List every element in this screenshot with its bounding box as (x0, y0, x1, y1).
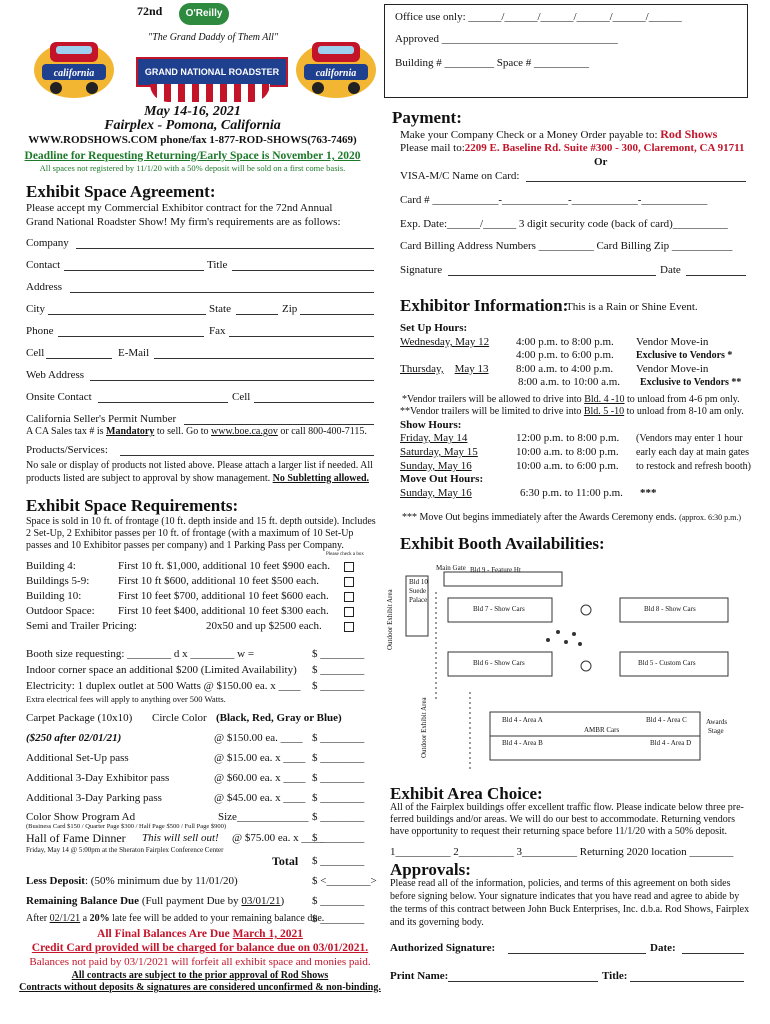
setup-time-note: Exclusive to Vendors ** (640, 377, 742, 388)
approvals-title: Approvals: (390, 860, 471, 879)
map-outdoor-2: Outdoor Exhibit Area (420, 697, 428, 758)
parking-amount[interactable]: $ ________ (312, 792, 365, 804)
title-label: Title (207, 259, 228, 271)
setup-pass: Additional Set-Up pass (26, 752, 129, 764)
state-field[interactable] (236, 314, 278, 315)
onsite-label: Onsite Contact (26, 391, 92, 403)
onsite-cell-field[interactable] (254, 402, 374, 403)
web-field[interactable] (90, 380, 374, 381)
contact-field[interactable] (64, 270, 204, 271)
space-row-price: First 10 feet $400, additional 10 feet $300 each. (118, 605, 329, 617)
requirements-title: Exhibit Space Requirements: (26, 496, 239, 515)
agreement-title: Exhibit Space Agreement: (26, 182, 216, 201)
space-checkbox[interactable] (344, 592, 354, 602)
space-row[interactable]: Semi and Trailer Pricing: (26, 620, 137, 632)
approval-date-label: Date: (650, 942, 676, 954)
show-time: 10:00 a.m. to 6:00 p.m. (516, 460, 619, 472)
hof-amount[interactable]: $ ________ (312, 832, 365, 844)
space-row[interactable]: Buildings 5-9: (26, 575, 90, 587)
program-ad: Color Show Program Ad (26, 811, 136, 823)
electricity-amount[interactable]: $ ________ (312, 680, 365, 692)
booth-title: Exhibit Booth Availabilities: (400, 534, 605, 553)
flag-stripes (150, 84, 270, 102)
california-logo-right-text: california (315, 68, 357, 79)
exhibitor-amount[interactable]: $ ________ (312, 772, 365, 784)
onsite-field[interactable] (98, 402, 228, 403)
billing-address[interactable]: Card Billing Address Numbers __________ Card Billing Zip ___________ (400, 240, 733, 252)
setup-time: 8:00 a.m. to 4:00 p.m. (516, 363, 614, 375)
approval-date-field[interactable] (682, 953, 744, 954)
carpet-label: Carpet Package (10x10) (26, 712, 133, 724)
map-bld8-label: Bld 8 - Show Cars (644, 605, 696, 613)
carpet-late: ($250 after 02/01/21) (26, 732, 122, 744)
setup-day-thu: Thursday, May 13 (400, 363, 489, 375)
setup-time-note: Vendor Move-in (636, 336, 709, 348)
exp-date[interactable]: Exp. Date:______/______ 3 digit security code (back of card)__________ (400, 218, 728, 230)
space-row-price: 20x50 and up $2500 each. (206, 620, 322, 632)
space-row-price: First 10 ft $600, additional 10 feet $500 each. (118, 575, 320, 587)
total-label: Total (272, 854, 299, 868)
map-bld9-label: Bld 9 - Feature Ht (470, 566, 521, 574)
final-balances: All Final Balances Are Due March 1, 2021 (97, 928, 303, 940)
phone-field[interactable] (58, 336, 204, 337)
agreement-intro: Please accept my Commercial Exhibitor contract for the 72nd Annual (26, 202, 333, 214)
space-row[interactable]: Building 4: (26, 560, 76, 572)
moveout-label: Move Out Hours: (400, 473, 484, 485)
map-main-gate: Main Gate (436, 564, 466, 572)
map-bld4b-label: Bld 4 - Area B (502, 739, 543, 747)
state-label: State (209, 303, 231, 315)
space-row[interactable]: Building 10: (26, 590, 82, 602)
hof-price[interactable]: @ $75.00 ea. x ____ (232, 832, 324, 844)
company-label: Company (26, 237, 69, 249)
exhibitor-pass: Additional 3-Day Exhibitor pass (26, 772, 170, 784)
moveout-note: *** Move Out begins immediately after the Awards Ceremony ends. (approx. 6:30 p.m.) (402, 512, 742, 523)
show-note: early each day at main gates (636, 447, 749, 458)
map-bld10-suede: Suede (409, 587, 427, 595)
contact-label: Contact (26, 259, 61, 271)
products-label: Products/Services: (26, 444, 108, 456)
credit-card-notice: Credit Card provided will be charged for balance due on 03/01/2021. (31, 942, 369, 954)
approvals-text-4: and its governing body. (390, 917, 484, 928)
show-time: 12:00 p.m. to 8:00 p.m. (516, 432, 620, 444)
space-row-price: First 10 feet $700, additional 10 feet $600 each. (118, 590, 329, 602)
carpet-color-label: Circle Color (152, 712, 207, 724)
fax-field[interactable] (229, 336, 374, 337)
carpet-colors[interactable]: (Black, Red, Gray or Blue) (216, 712, 342, 724)
print-name-field[interactable] (448, 981, 598, 982)
choice-picks[interactable]: 1__________ 2__________ 3__________ Returning 2020 location ________ (390, 846, 734, 858)
choice-title: Exhibit Area Choice: (390, 784, 543, 803)
show-note: (Vendors may enter 1 hour (636, 433, 743, 444)
parking-pass: Additional 3-Day Parking pass (26, 792, 162, 804)
address-label: Address (26, 281, 63, 293)
approvals-text: Please read all of the information, policies, and terms of this agreement on both sides (390, 878, 731, 889)
authorized-signature-field[interactable] (508, 953, 646, 954)
requirements-desc-2: 2 Set-Up, 2 Exhibitor passes per 10 ft. of frontage (with a maximum of 10 Set-Up (26, 528, 354, 539)
rain-note: This is a Rain or Shine Event. (566, 301, 698, 313)
trailer-note-1: *Vendor trailers will be allowed to drive into Bld. 4 -10 to unload from 4-6 pm only. (402, 394, 740, 405)
signature-field[interactable] (448, 275, 656, 276)
requirements-desc-3: passes and 10 Exhibitor passes per company) and 1 Parking Pass per Company. (26, 540, 344, 551)
late-fee: After 02/1/21 a 20% late fee will be added to your remaining balance due. (26, 913, 325, 924)
choice-text: All of the Fairplex buildings offer excellent traffic flow. Please indicate below three pre- (390, 802, 744, 813)
edition-label: 72nd (137, 4, 163, 18)
cell-label: Cell (26, 347, 45, 359)
parking-price[interactable]: @ $45.00 ea. x ____ (214, 792, 306, 804)
hof-dinner: Hall of Fame Dinner (26, 831, 126, 845)
zip-field[interactable] (300, 314, 374, 315)
email-field[interactable] (154, 358, 374, 359)
setup-price[interactable]: @ $15.00 ea. x ____ (214, 752, 306, 764)
permit-label: California Seller's Permit Number (26, 413, 177, 425)
tagline: "The Grand Daddy of Them All" (148, 32, 279, 43)
california-logo-left-icon (30, 30, 118, 102)
fax-label: Fax (209, 325, 226, 337)
space-checkbox[interactable] (344, 577, 354, 587)
approvals-text-3: the terms of this contract between John Buck Enterprises, Inc. d.b.a. Rod Shows, Fairplex (390, 904, 750, 915)
setup-time: 4:00 p.m. to 6:00 p.m. (516, 349, 614, 361)
zip-label: Zip (282, 303, 298, 315)
authorized-signature-label: Authorized Signature: (390, 942, 496, 954)
map-outdoor-1: Outdoor Exhibit Area (386, 589, 394, 650)
approval-notice: All contracts are subject to the prior approval of Rod Shows (71, 970, 329, 981)
booth-size[interactable]: Booth size requesting: ________ d x ________ w = (26, 648, 255, 660)
map-bld9[interactable] (444, 572, 562, 586)
payment-title: Payment: (392, 108, 462, 127)
setup-day-wed: Wednesday, May 12 (400, 336, 490, 348)
setup-time: 8:00 a.m. to 10:00 a.m. (518, 376, 621, 388)
date-label: Date (660, 264, 681, 276)
map-bld10-label: Bld 10 (409, 578, 428, 586)
cell-field[interactable] (46, 358, 112, 359)
setup-time-note: Exclusive to Vendors * (636, 350, 733, 361)
office-use-box (384, 4, 748, 98)
space-checkbox[interactable] (344, 562, 354, 572)
show-day: Sunday, May 16 (400, 460, 472, 472)
products-note-2: products listed are subject to approval by show management. No Subletting allowed. (26, 473, 370, 484)
requirements-desc: Space is sold in 10 ft. of frontage (10 ft. depth inside and 15 ft. depth outside). Includes (26, 516, 376, 527)
map-bld10-palace: Palace (409, 596, 428, 604)
map-bld4c-label: Bld 4 - Area C (646, 716, 687, 724)
california-logo-left-text: california (53, 68, 95, 79)
map-stage-label: Stage (708, 727, 724, 735)
show-note: to restock and refresh booth) (636, 461, 751, 472)
corner-amount[interactable]: $ ________ (312, 664, 365, 676)
moveout-day: Sunday, May 16 (400, 487, 472, 499)
web-label: Web Address (26, 369, 85, 381)
or-label: Or (594, 156, 608, 168)
hof-date: Friday, May 14 @ 5:00pm at the Sheraton Fairplex Conference Center (26, 846, 224, 854)
setup-hours-label: Set Up Hours: (400, 322, 468, 334)
show-time: 10:00 a.m. to 8:00 p.m. (516, 446, 619, 458)
less-deposit: Less Deposit: (50% minimum due by 11/01/20) (26, 875, 238, 887)
sponsor-logo: O'Reilly (179, 3, 229, 25)
mail-to: Please mail to:2209 E. Baseline Rd. Suite #300 - 300, Claremont, CA 91711 (400, 142, 745, 154)
map-bld5-label: Bld 5 - Custom Cars (638, 659, 696, 667)
choice-text-2: ferred buildings and/or areas. We will do our best to accommodate. Returning vendors (390, 814, 736, 825)
california-logo-right-icon (292, 30, 380, 102)
office-building: Building # _________ Space # __________ (395, 57, 590, 69)
map-bld7-label: Bld 7 - Show Cars (473, 605, 525, 613)
approval-title-label: Title: (602, 970, 628, 982)
signature-label: Signature (400, 264, 443, 276)
title-field[interactable] (232, 270, 374, 271)
balance-amount[interactable]: $ ________ (312, 895, 365, 907)
check-hint: Please check a box (326, 552, 364, 557)
choice-text-3: have opportunity to request their returning space before 11/1/20 with a 50% deposit. (390, 826, 728, 837)
hof-note: This will sell out! (142, 832, 219, 844)
setup-time: 4:00 p.m. to 8:00 p.m. (516, 336, 614, 348)
program-size[interactable]: Size_____________ (218, 811, 309, 823)
address-field[interactable] (70, 292, 374, 293)
space-checkbox[interactable] (344, 607, 354, 617)
office-use-label: Office use only: ______/______/______/______/______/______ (395, 11, 682, 23)
city-label: City (26, 303, 45, 315)
program-note: (Business Card $150 / Quarter Page $300 / Half Page $500 / Full Page $900) (26, 823, 227, 830)
date-field[interactable] (686, 275, 746, 276)
phone-label: Phone (26, 325, 54, 337)
remaining-balance: Remaining Balance Due (Full payment Due by 03/01/21) (26, 895, 285, 907)
total-amount[interactable]: $ ________ (312, 855, 365, 867)
late-fee-amount[interactable]: $ ________ (312, 913, 365, 925)
non-binding-notice: Contracts without deposits & signatures are considered unconfirmed & non-binding. (19, 982, 381, 993)
program-amount[interactable]: $ ________ (312, 811, 365, 823)
map-bld6-label: Bld 6 - Show Cars (473, 659, 525, 667)
products-note: No sale or display of products not listed above. Please attach a larger list if needed. All (26, 460, 373, 471)
moveout-time: 6:30 p.m. to 11:00 p.m. (520, 487, 623, 499)
setup-amount[interactable]: $ ________ (312, 752, 365, 764)
approvals-text-2: before signing below. Your signature indicates that you have read and agree to abide by (390, 891, 740, 902)
space-checkbox[interactable] (344, 622, 354, 632)
setup-time-note: Vendor Move-in (636, 363, 709, 375)
show-dates: May 14-16, 2021 (144, 104, 241, 119)
map-bld4a-label: Bld 4 - Area A (502, 716, 543, 724)
carpet-amount[interactable]: $ ________ (312, 732, 365, 744)
forfeit-notice: Balances not paid by 03/1/2021 will forfeit all exhibit space and monies paid. (29, 956, 371, 968)
show-hours-label: Show Hours: (400, 419, 462, 431)
booth-size-amount[interactable]: $ ________ (312, 648, 365, 660)
email-label: E-Mail (118, 347, 150, 359)
moveout-star: *** (640, 487, 657, 499)
electricity[interactable]: Electricity: 1 duplex outlet at 500 Watts @ $150.00 ea. x ____ (26, 680, 301, 692)
exhibitor-price[interactable]: @ $60.00 ea. x ____ (214, 772, 306, 784)
name-on-card-label: VISA-M/C Name on Card: (400, 170, 520, 182)
corner-space: Indoor corner space an additional $200 (Limited Availability) (26, 664, 297, 676)
show-day: Saturday, May 15 (400, 446, 478, 458)
permit-field[interactable] (184, 424, 374, 425)
deadline-note: All spaces not registered by 11/1/20 with a 50% deposit will be sold on a first come basis. (39, 163, 346, 173)
city-field[interactable] (48, 314, 206, 315)
carpet-price[interactable]: @ $150.00 ea. ____ (214, 732, 303, 744)
space-row[interactable]: Outdoor Space: (26, 605, 95, 617)
show-venue: Fairplex - Pomona, California (104, 118, 281, 133)
payable-to: Make your Company Check or a Money Order payable to: Rod Shows (400, 127, 718, 141)
name-on-card-field[interactable] (526, 181, 746, 182)
deposit-amount[interactable]: $ <________> (312, 875, 377, 887)
products-field[interactable] (120, 455, 374, 456)
space-row-price: First 10 ft. $1,000, additional 10 feet $900 each. (118, 560, 331, 572)
electricity-note: Extra electrical fees will apply to anything over 500 Watts. (26, 694, 226, 704)
fairplex-map (398, 562, 738, 782)
show-banner: GRAND NATIONAL ROADSTER (136, 57, 288, 87)
print-name-label: Print Name: (390, 970, 449, 982)
card-number[interactable]: Card # ____________-____________-____________-____________ (400, 194, 708, 206)
info-title: Exhibitor Information: (400, 296, 569, 315)
deadline: Deadline for Requesting Returning/Early Space is November 1, 2020 (24, 150, 361, 162)
map-amer-label: AMBR Cars (584, 726, 620, 734)
contact-line: WWW.RODSHOWS.COM phone/fax 1-877-ROD-SHOWS(763-7469) (28, 134, 357, 146)
company-field[interactable] (76, 248, 374, 249)
trailer-note-2: **Vendor trailers will be limited to drive into Bld. 5 -10 to unload from 8-10 am only. (400, 406, 744, 417)
show-day: Friday, May 14 (400, 432, 468, 444)
onsite-cell-label: Cell (232, 391, 251, 403)
map-bld4d-label: Bld 4 - Area D (650, 739, 692, 747)
approval-title-field[interactable] (630, 981, 744, 982)
agreement-intro-2: Grand National Roadster Show! My firm's requirements are as follows: (26, 216, 341, 228)
permit-note: A CA Sales tax # is Mandatory to sell. Go to www.boe.ca.gov or call 800-400-7115. (26, 426, 367, 437)
office-approved: Approved ________________________________ (395, 33, 618, 45)
map-awards-label: Awards (706, 718, 728, 726)
